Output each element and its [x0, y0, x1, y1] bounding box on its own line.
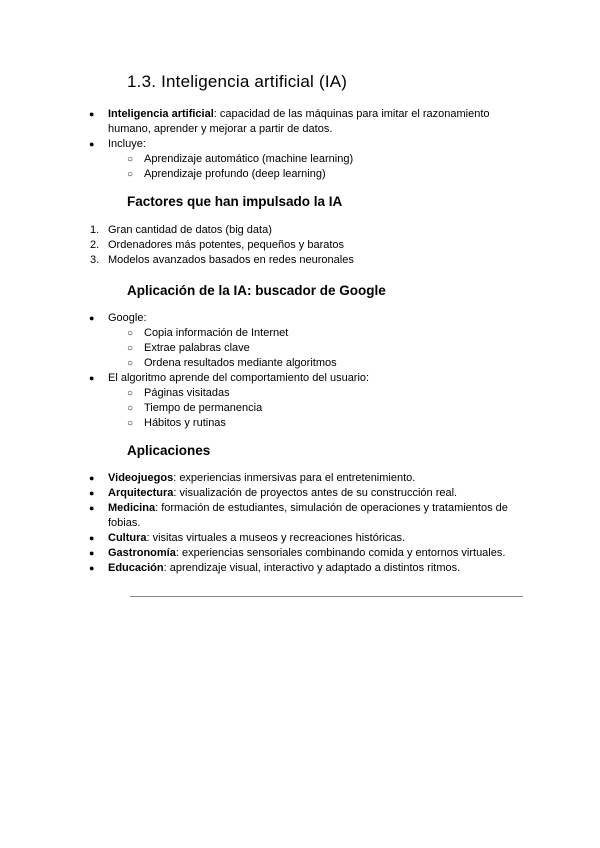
sub-list-item: ○ Ordena resultados mediante algoritmos	[127, 357, 337, 369]
applications-list	[0, 471, 600, 576]
circle-bullet-icon: ○	[127, 154, 134, 165]
list-item: ● Google:	[89, 312, 147, 324]
google-heading: Aplicación de la IA: buscador de Google	[127, 283, 386, 298]
circle-bullet-icon: ○	[127, 418, 134, 429]
circle-bullet-icon: ○	[127, 403, 134, 414]
horizontal-divider	[130, 596, 523, 597]
factors-heading: Factores que han impulsado la IA	[127, 194, 343, 209]
sub-list-item: ○ Copia información de Internet	[127, 327, 289, 339]
list-item: ● Arquitectura: visualización de proyectos antes de su construcción real.	[89, 487, 458, 499]
item-number: 2.	[90, 239, 100, 251]
bullet-icon: ●	[89, 373, 95, 383]
list-item: ● El algoritmo aprende del comportamiento del usuario:	[89, 372, 370, 384]
circle-bullet-icon: ○	[127, 328, 134, 339]
sub-list-item: ○ Aprendizaje automático (machine learning)	[127, 153, 354, 165]
definition-continued: humano, aprender y mejorar a partir de datos.	[108, 123, 333, 135]
list-item: ● Medicina: formación de estudiantes, simulación de operaciones y tratamientos de	[89, 502, 508, 514]
sub-list-item: ○ Hábitos y rutinas	[127, 417, 226, 429]
bullet-icon: ●	[89, 473, 95, 483]
list-item: ● Educación: aprendizaje visual, interactivo y adaptado a distintos ritmos.	[89, 562, 461, 574]
bullet-icon: ●	[89, 488, 95, 498]
circle-bullet-icon: ○	[127, 388, 134, 399]
bullet-icon: ●	[89, 503, 95, 513]
numbered-item: 3. Modelos avanzados basados en redes neuronales	[90, 254, 354, 266]
bullet-icon: ●	[89, 533, 95, 543]
list-item-continuation	[0, 122, 600, 137]
sub-list-item: ○ Aprendizaje profundo (deep learning)	[127, 168, 326, 180]
circle-bullet-icon: ○	[127, 358, 134, 369]
factors-list	[0, 223, 600, 268]
numbered-item: 2. Ordenadores más potentes, pequeños y baratos	[90, 239, 345, 251]
bullet-icon: ●	[89, 313, 95, 323]
list-item: ● Videojuegos: experiencias inmersivas para el entretenimiento.	[89, 472, 416, 484]
list-item: ● Cultura: visitas virtuales a museos y recreaciones históricas.	[89, 532, 406, 544]
list-item	[0, 107, 600, 122]
list-item	[0, 137, 600, 152]
bullet-icon: ●	[89, 139, 95, 149]
applications-heading: Aplicaciones	[127, 443, 211, 458]
sub-list-item: ○ Tiempo de permanencia	[127, 402, 263, 414]
circle-bullet-icon: ○	[127, 169, 134, 180]
google-list	[0, 311, 600, 431]
term: Inteligencia artificial	[108, 108, 214, 120]
sub-list-item: ○ Páginas visitadas	[127, 387, 230, 399]
bullet-icon: ●	[89, 109, 95, 119]
item-number: 3.	[90, 254, 100, 266]
definition: : capacidad de las máquinas para imitar el razonamiento	[213, 108, 490, 120]
list-item-continuation: fobias.	[108, 517, 141, 529]
bullet-icon: ●	[89, 563, 95, 573]
intro-list	[0, 107, 600, 182]
sub-list-item: ○ Extrae palabras clave	[127, 342, 250, 354]
bullet-icon: ●	[89, 548, 95, 558]
section-title: 1.3. Inteligencia artificial (IA)	[127, 72, 348, 91]
circle-bullet-icon: ○	[127, 343, 134, 354]
list-item-label: Incluye:	[108, 138, 146, 150]
numbered-item: 1. Gran cantidad de datos (big data)	[90, 224, 272, 236]
list-item: ● Gastronomía: experiencias sensoriales combinando comida y entornos virtuales.	[89, 547, 506, 559]
item-number: 1.	[90, 224, 100, 236]
